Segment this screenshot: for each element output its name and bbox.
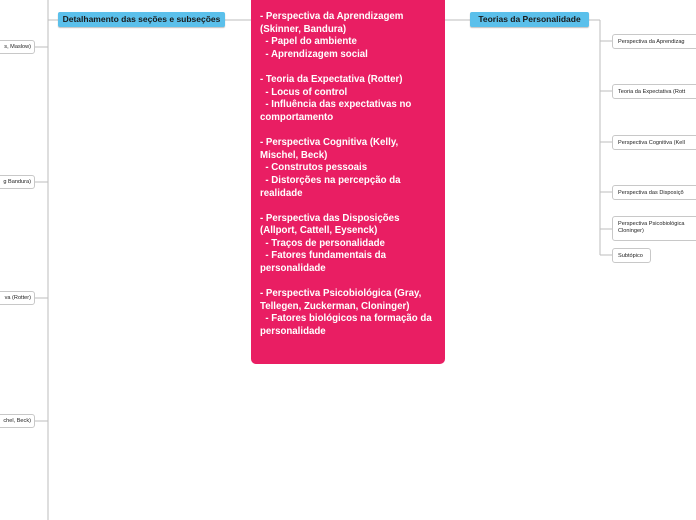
subtopic-teoria-expectativa[interactable]: Teoria da Expectativa (Rott [612, 84, 696, 99]
subtopic-perspectiva-aprendizagem[interactable]: Perspectiva da Aprendizag [612, 34, 696, 49]
topic-teorias-personalidade[interactable]: Teorias da Personalidade [470, 12, 589, 27]
topic-detalhamento[interactable]: Detalhamento das seções e subseções [58, 12, 225, 27]
left-subtopic-node[interactable]: chel, Beck) [0, 414, 35, 428]
subtopic-perspectiva-disposicoes[interactable]: Perspectiva das Disposiçõ [612, 185, 696, 200]
left-subtopic-node[interactable]: g Bandura) [0, 175, 35, 189]
subtopic-placeholder[interactable]: Subtópico [612, 248, 651, 263]
central-topic-node[interactable]: - Perspectiva da Aprendizagem (Skinner, Bandura) - Papel do ambiente - Aprendizagem social - Teoria da Expectativa (Rotter) - Locus of control - Influência das expectativas no comportamento - Perspectiva Cognitiva (Kelly, Mischel, Beck) - Construtos pessoais - Distorções na percepção da realidade - Perspectiva das Disposições (Allport, Cattell, Eysenck) - Traços de personalidade - Fatores fundamentais da personalidade - Perspectiva Psicobiológica (Gray, Tellegen, Zuckerman, Cloninger) - Fatores biológicos na formação da personalidade [251, 0, 445, 364]
left-subtopic-node[interactable]: s, Maslow) [0, 40, 35, 54]
left-subtopic-node[interactable]: va (Rotter) [0, 291, 35, 305]
subtopic-perspectiva-cognitiva[interactable]: Perspectiva Cognitiva (Kell [612, 135, 696, 150]
subtopic-perspectiva-psicobiologica[interactable]: Perspectiva Psicobiológica Cloninger) [612, 216, 696, 241]
